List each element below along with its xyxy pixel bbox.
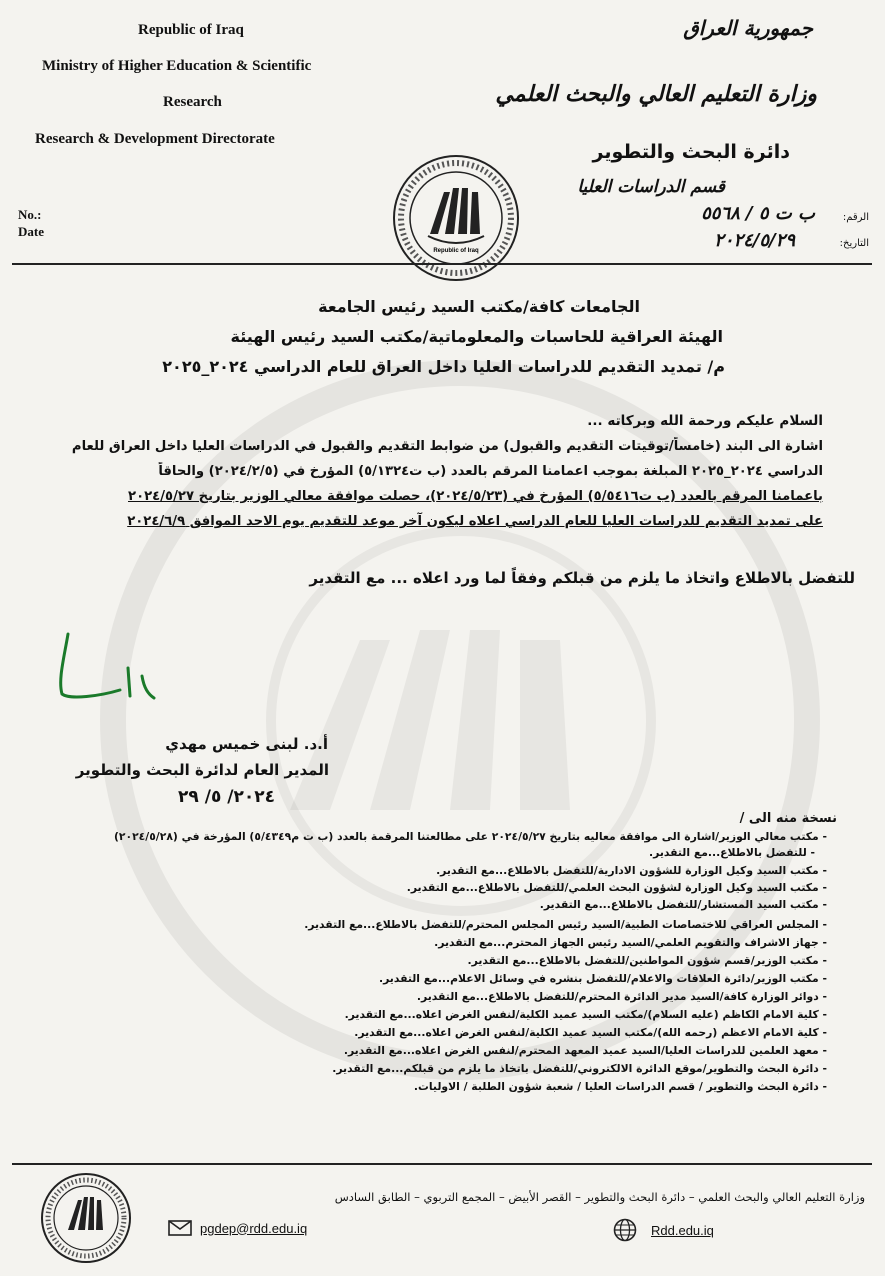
email-link[interactable]: pgdep@rdd.edu.iq: [200, 1220, 308, 1236]
copy-item: - جهاز الاشراف والتقويم العلمي/السيد رئيس الجهاز المحترم...مع التقدير.: [50, 935, 827, 951]
number-label: الرقم:: [842, 212, 869, 223]
body-line-1: اشارة الى البند (خامساً/توقيتات التقديم والقبول) من ضوابط التقديم والقبول في الدراسات العليا داخل العراق للعام: [71, 439, 823, 454]
addressee-1: الجامعات كافة/مكتب السيد رئيس الجامعة: [318, 297, 640, 316]
website-link[interactable]: Rdd.edu.iq: [651, 1222, 714, 1238]
signature-date: ٢٠٢٤/ ٥/ ٢٩: [178, 787, 275, 807]
greeting: السلام عليكم ورحمة الله وبركاته ...: [587, 413, 823, 429]
date-value: ٢٠٢٤/٥/٢٩: [714, 230, 795, 251]
copy-item: - معهد العلمين للدراسات العليا/السيد عميد المعهد المحترم/لنفس الغرض اعلاه...مع التقدير.: [50, 1043, 827, 1059]
handwritten-signature: [50, 628, 160, 708]
copy-item: - مكتب السيد وكيل الوزارة لشؤون البحث العلمي/للتفضل بالاطلاع...مع التقدير.: [50, 880, 827, 896]
header-en-line2: Ministry of Higher Education & Scientific: [42, 58, 312, 74]
header-divider: [12, 263, 872, 265]
globe-icon: [613, 1218, 637, 1242]
footer-website[interactable]: [613, 1218, 714, 1242]
copy-item: - مكتب معالي الوزير/اشارة الى موافقة معاليه بتاريخ ٢٠٢٤/٥/٢٧ على مطالعتنا المرقمة بالعدد (ب ت م٥/٤٣٤٩) المؤرخة في (٢٠٢٤/٥/٢٨): [50, 829, 827, 845]
copy-item: - مكتب السيد المستشار/للتفضل بالاطلاع...مع التقدير.: [50, 897, 827, 913]
header-en-no-label: No.:: [18, 207, 42, 222]
body-line-3: باعمامنا المرقم بالعدد (ب ت٥/٥٤١٦) المؤرخ في (٢٠٢٤/٥/٢٣)، حصلت موافقة معالي الوزير بتاريخ ٢٠٢٤/٥/٢٧: [128, 489, 823, 504]
copy-item: - كلية الامام الاعظم (رحمه الله)/مكتب السيد عميد الكلية/لنفس الغرض اعلاه...مع التقدير.: [50, 1025, 827, 1041]
copy-item: - كلية الامام الكاظم (عليه السلام)/مكتب السيد عميد الكلية/لنفس الغرض اعلاه...مع التقدير.: [50, 1007, 827, 1023]
header-ar-line3: دائرة البحث والتطوير: [592, 141, 790, 163]
closing-line: للتفضل بالاطلاع واتخاذ ما يلزم من قبلكم وفقاً لما ورد اعلاه ... مع التقدير: [309, 569, 855, 587]
watermark-emblem: [270, 620, 630, 820]
header-en-line3: Research: [163, 94, 222, 110]
header-ar-line4: قسم الدراسات العليا: [577, 177, 725, 197]
copy-item: - للتفضل بالاطلاع...مع التقدير.: [50, 845, 815, 861]
envelope-icon: [168, 1220, 192, 1236]
copy-item: - مكتب الوزير/دائرة العلاقات والاعلام/للتفضل بنشره في وسائل الاعلام...مع التقدير.: [50, 971, 827, 987]
header-en-date-label: Date: [18, 224, 44, 239]
copies-heading: نسخة منه الى /: [739, 811, 837, 826]
header-ar-line1: جمهورية العراق: [683, 16, 813, 40]
footer-divider: [12, 1163, 872, 1165]
copy-item: - مكتب السيد وكيل الوزارة للشؤون الادارية/للتفضل بالاطلاع...مع التقدير.: [50, 863, 827, 879]
footer-seal: [40, 1172, 132, 1264]
footer-address: وزارة التعليم العالي والبحث العلمي – دائرة البحث والتطوير – القصر الأبيض – المجمع التربوي – الطابق السادس: [334, 1190, 865, 1204]
addressee-2: الهيئة العراقية للحاسبات والمعلوماتية/مكتب السيد رئيس الهيئة: [230, 327, 723, 346]
copy-item: - دائرة البحث والتطوير / قسم الدراسات العليا / شعبة شؤون الطلبة / الاوليات.: [50, 1079, 827, 1095]
date-label: التاريخ:: [839, 238, 869, 249]
footer-email[interactable]: [168, 1220, 307, 1236]
signatory-title: المدير العام لدائرة البحث والتطوير: [75, 761, 329, 779]
body-line-2: الدراسي ٢٠٢٤_٢٠٢٥ المبلغة بموجب اعمامنا المرقم بالعدد (ب ت٥/١٣٢٤) المؤرخ في (٢٠٢٤/٢/٥) والحاقاً: [158, 464, 823, 479]
header-en-line1: Republic of Iraq: [138, 22, 244, 38]
number-value: ب ت ٥ / ٥٥٦٨: [701, 203, 815, 224]
subject-line: م/ تمديد التقديم للدراسات العليا داخل العراق للعام الدراسي ٢٠٢٤_٢٠٢٥: [162, 357, 725, 376]
header-ar-line2: وزارة التعليم العالي والبحث العلمي: [495, 82, 817, 107]
header-en-line4: Research & Development Directorate: [35, 131, 275, 147]
copy-item: - المجلس العراقي للاختصاصات الطبية/السيد رئيس المجلس المحترم/للتفضل بالاطلاع...مع التقدير.: [50, 917, 827, 933]
svg-text:Republic of Iraq: Republic of Iraq: [433, 248, 479, 254]
body-line-4: على تمديد التقديم للدراسات العليا للعام الدراسي اعلاه ليكون آخر موعد للتقديم يوم الاحد الموافق ٢٠٢٤/٦/٩: [127, 514, 823, 529]
copy-item: - دائرة البحث والتطوير/موقع الدائرة الالكتروني/للتفضل باتخاذ ما يلزم من قبلكم...مع التقدير.: [50, 1061, 827, 1077]
copy-item: - مكتب الوزير/قسم شؤون المواطنين/للتفضل بالاطلاع...مع التقدير.: [50, 953, 827, 969]
copy-item: - دوائر الوزارة كافة/السيد مدير الدائرة المحترم/للتفضل بالاطلاع...مع التقدير.: [50, 989, 827, 1005]
signatory-name: أ.د. لبنى خميس مهدي: [165, 735, 328, 753]
